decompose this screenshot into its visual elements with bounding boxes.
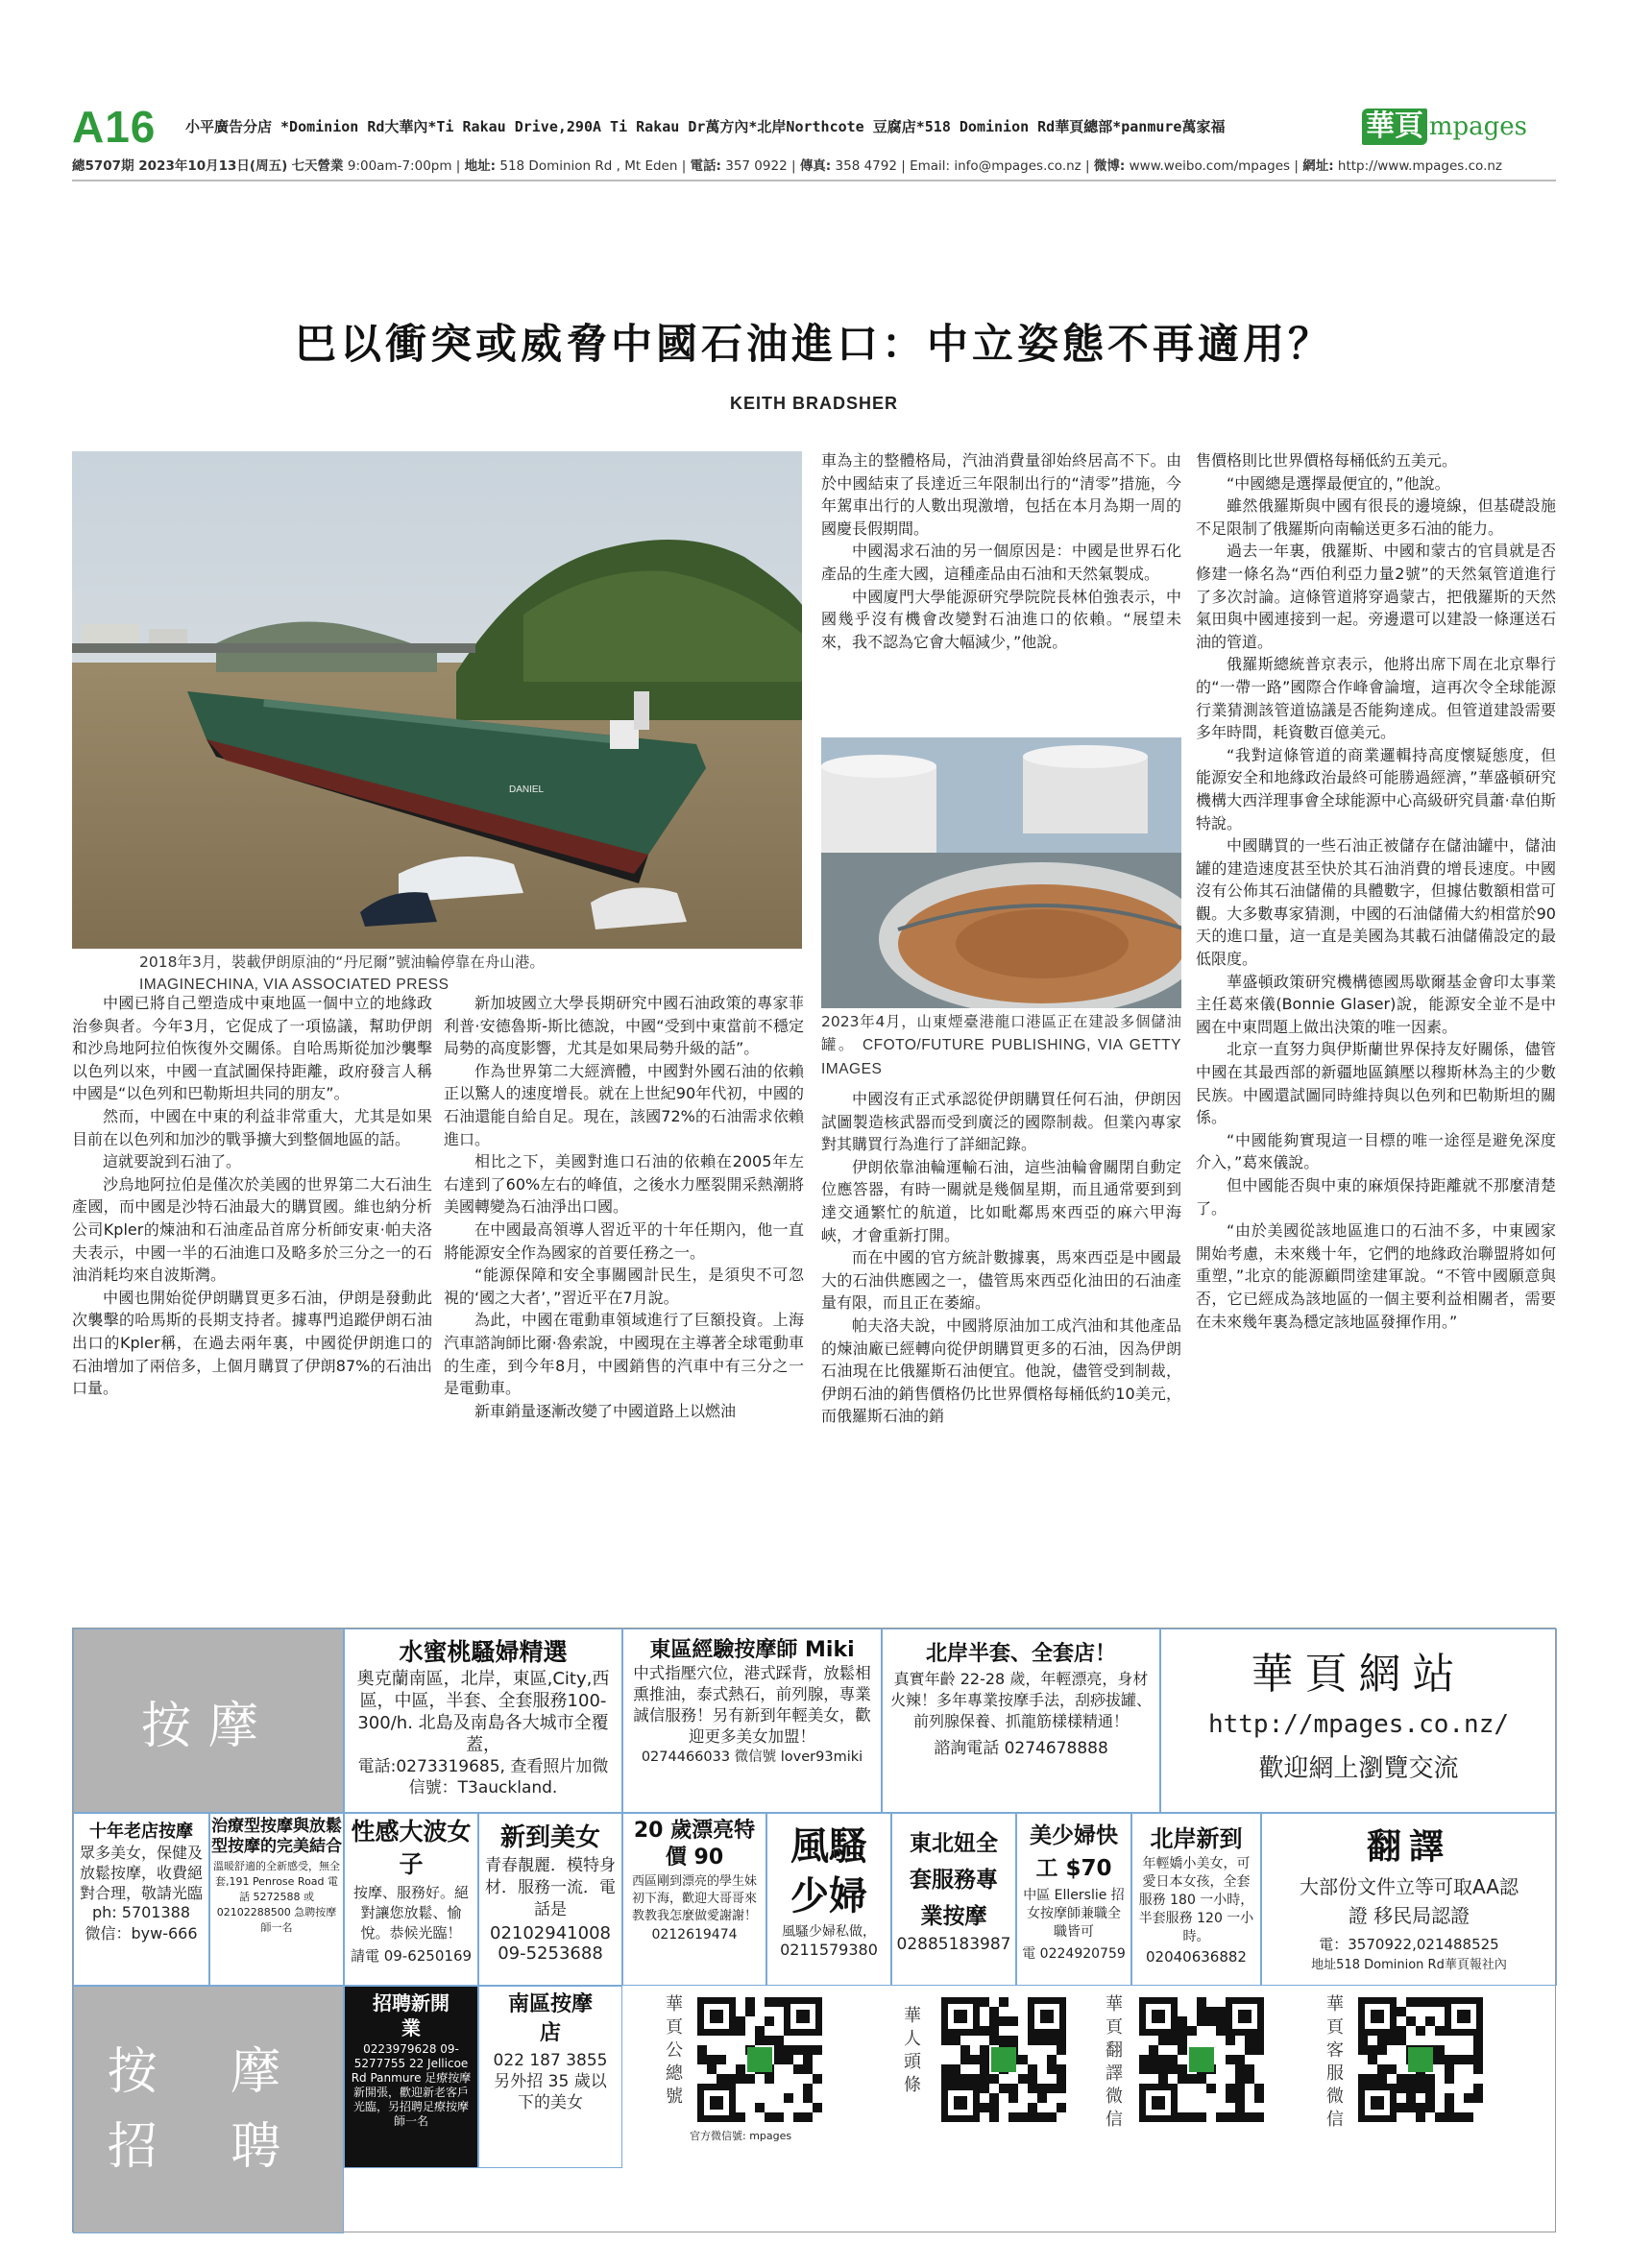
col3-paragraph: 伊朗依靠油輪運輸石油，這些油輪會關閉自動定位應答器，有時一關就是幾個星期，而且通常要到到達交通繁忙的航道，比如毗鄰馬來西亞的麻六甲海峽，才會重新打開。: [821, 1157, 1181, 1244]
web-label: 網址:: [1302, 158, 1334, 174]
ad-northshore-title: 北岸半套、全套店！: [925, 1642, 1116, 1666]
qr1-label: 華頁公總號: [666, 1994, 683, 2107]
article-column-1: [72, 992, 432, 1400]
col2-paragraph: 為此，中國在電動車領域進行了巨額投資。上海汽車諮詢師比爾·魯索說，中國現在主導著全球電動車的生產，到今年8月，中國銷售的汽車中有三分之一是電動車。: [444, 1311, 804, 1398]
branch-list: 小平廣告分店 *Dominion Rd大華內*Ti Rakau Drive,290A Ti Rakau Dr萬方內*北岸Northcote 豆腐店*518 Dominion Rd華頁總部*panmure萬家福: [185, 118, 1226, 135]
ad-miki[interactable]: [622, 1629, 882, 1813]
ad-new-beauty-phone2: 09-5253688: [498, 1943, 603, 1964]
photo2-caption: 2023年4月，山東煙臺港龍口港區正在建設多個儲油罐。: [821, 1013, 1181, 1053]
tanker-photo: [72, 451, 802, 949]
fax: 358 4792: [835, 158, 897, 174]
qr-block-1: [622, 1986, 853, 2233]
qr-code-official[interactable]: [697, 1997, 822, 2122]
article-column-3-bottom: [821, 1088, 1181, 1428]
website-tagline: 歡迎網上瀏覽交流: [1258, 1754, 1459, 1783]
ad-translation-title: 翻譯: [1366, 1827, 1451, 1867]
ad-north-new-phone: 02040636882: [1146, 1948, 1247, 1966]
ad-twenty-title: 20 歲漂亮特價 90: [633, 1819, 756, 1870]
col4-paragraph: “由於美國從該地區進口的石油不多，中東國家開始考慮，未來幾十年，它們的地緣政治聯盟將如何重塑，”北京的能源顧問塗建軍說。“不管中國願意與否，它已經成為該地區的一個主要利益相關者，需要在未來幾年裏為穩定該地區發揮作用。”: [1196, 1221, 1556, 1331]
mpages-logo[interactable]: [1362, 109, 1527, 145]
qr-block-2: [853, 1986, 1083, 2233]
ad-sexy-phone: 請電 09-6250169: [350, 1947, 473, 1965]
col4-paragraph: “中國能夠實現這一目標的唯一途徑是避免深度介入，”葛來儀說。: [1196, 1130, 1556, 1172]
page-header: [72, 101, 1556, 185]
address-label: 地址:: [464, 158, 497, 174]
tanks-illustration: [821, 737, 1181, 1008]
qr4-label: 華頁客服微信: [1326, 1994, 1344, 2130]
ad-peach-title: 水蜜桃騷婦精選: [399, 1638, 568, 1666]
massage-label-text: 按摩: [140, 1697, 276, 1755]
ad-mei-phone: 電 0224920759: [1022, 1946, 1126, 1962]
massage-section-label: [73, 1629, 344, 1813]
col1-paragraph: 沙烏地阿拉伯是僅次於美國的世界第二大石油生產國，而中國是沙特石油最大的購買國。維也納分析公司Kpler的煉油和石油產品首席分析師安東·帕夫洛夫表示，中國一半的石油進口及略多於三分之一的石油消耗均來自波斯灣。: [72, 1174, 432, 1285]
ad-northshore-contact: 諮詢電話 0274678888: [934, 1739, 1108, 1758]
ship-name-text: DANIEL: [509, 784, 545, 795]
ad-new-beauty-phone1: 02102941008: [490, 1923, 611, 1943]
tanker-illustration: [72, 451, 802, 949]
col2-paragraph: 新車銷量逐漸改變了中國道路上以燃油: [474, 1401, 737, 1420]
col1-paragraph: 中國已將自己塑造成中東地區一個中立的地緣政治參與者。今年3月，它促成了一項協議，幫助伊朗和沙烏地阿拉伯恢復外交關係。自哈馬斯從加沙襲擊以色列以來，中國一直試圖保持距離，政府發言人稱中國是“以色列和巴勒斯坦共同的朋友”。: [72, 994, 432, 1103]
ad-south-title: 南區按摩店: [507, 1992, 593, 2045]
qr-block-4: [1314, 1986, 1556, 2233]
ad-hire-body: 0223979628 09-5277755 22 Jellicoe Rd Panmure 足療按摩新開張，歡迎新老客戶光臨，另招聘足療按摩師一名: [351, 2042, 472, 2128]
col1-paragraph: 中國也開始從伊朗購買更多石油，伊朗是發動此次襲擊的哈馬斯的長期支持者。據專門追蹤伊朗石油出口的Kpler稱，在過去兩年裏，中國從伊朗進口的石油增加了兩倍多，上個月購買了伊朗87%的石油出口量。: [72, 1288, 432, 1398]
recruit-label-2: 招 聘: [107, 2118, 310, 2176]
byline: KEITH BRADSHER: [729, 394, 898, 413]
ad-south-body: 022 187 3855 另外招 35 歲以下的美女: [493, 2051, 608, 2112]
col4-paragraph: 中國購買的一些石油正被儲存在儲油罐中，儲油罐的建造速度甚至快於其石油消費的增長速度。中國沒有公佈其石油儲備的具體數字，但據估數額相當可觀。大多數專家猜測，中國的石油儲備大約相當於90天的進口量，這一直是美國為其載石油儲備設定的最低限度。: [1196, 836, 1556, 969]
article-column-4: [1196, 449, 1556, 1333]
ad-new-beauty-body: 青春靚麗．模特身材．服務一流．電話是: [485, 1856, 616, 1919]
ad-peach[interactable]: [344, 1629, 622, 1813]
ad-sao-title: 風騷少婦: [790, 1824, 867, 1918]
logo-mark: 華頁: [1362, 109, 1427, 145]
col2-paragraph: 在中國最高領導人習近平的十年任期內，他一直將能源安全作為國家的首要任務之一。: [444, 1219, 804, 1262]
ad-old-shop[interactable]: [73, 1813, 209, 1986]
phone: 357 0922: [725, 158, 788, 174]
ad-hire-title: 招聘新開業: [373, 1991, 450, 2039]
page-number: A16: [72, 102, 157, 152]
col3-paragraph: 車為主的整體格局，汽油消費量卻始終居高不下。由於中國結束了長達近三年限制出行的“清零”措施，今年駕車出行的人數出現激增，包括在本月為期一周的國慶長假期間。: [821, 451, 1181, 538]
ad-new-beauty-title: 新到美女: [499, 1823, 600, 1852]
col4-paragraph: 俄羅斯總統普京表示，他將出席下周在北京舉行的“一帶一路”國際合作峰會論壇，這再次令全球能源行業猜測該管道協議是否能夠達成。但管道建設需要多年時間，耗資數百億美元。: [1196, 655, 1556, 742]
weibo-link[interactable]: www.weibo.com/mpages: [1129, 158, 1291, 174]
storage-tank-photo: [821, 737, 1181, 1008]
ad-sexy[interactable]: [344, 1813, 478, 1986]
ad-old-shop-phone: ph: 5701388: [91, 1903, 191, 1921]
ad-north-new-title: 北岸新到: [1150, 1825, 1243, 1852]
phone-label: 電話:: [690, 158, 721, 174]
fax-label: 傳真:: [799, 158, 832, 174]
hours: 9:00am-7:00pm: [347, 158, 452, 174]
ad-dongbei[interactable]: [891, 1813, 1016, 1986]
col3-paragraph: 中國廈門大學能源研究學院院長林伯強表示，中國幾乎沒有機會改變對石油進口的依賴。“展望未來，我不認為它會大幅減少，”他說。: [821, 587, 1181, 651]
weibo-label: 微博:: [1093, 158, 1126, 174]
headline: 巴以衝突或威脅中國石油進口：中立姿態不再適用？: [295, 321, 1333, 369]
ad-translation[interactable]: [1261, 1813, 1557, 1986]
issue-number: 總5707期 2023年10月13日(周五): [72, 158, 288, 174]
ad-south[interactable]: [478, 1986, 622, 2168]
ad-peach-body: 奧克蘭南區，北岸，東區,City,西區，中區，半套、全套服務100-300/h. 北島及南島各大城市全覆蓋，: [356, 1669, 610, 1755]
hours-label: 七天營業: [291, 158, 344, 174]
ad-peach-contact: 電話:0273319685, 查看照片加微信號：T3auckland.: [357, 1757, 609, 1798]
article-column-2: [444, 992, 804, 1422]
photo2-caption-block: [821, 1010, 1181, 1081]
col4-paragraph: 雖然俄羅斯與中國有很長的邊境線，但基礎設施不足限制了俄羅斯向南輸送更多石油的能力。: [1196, 496, 1556, 538]
col3-paragraph: 中國沒有正式承認從伊朗購買任何石油，伊朗因試圖製造核武器而受到廣泛的國際制裁。但業內專家對其購買行為進行了詳細記錄。: [821, 1090, 1181, 1154]
ad-website[interactable]: [1160, 1629, 1557, 1813]
ad-dongbei-title: 東北妞全套服務專業按摩: [910, 1831, 998, 1929]
ad-mei-body: 中區 Ellerslie 招女按摩師兼職全職皆可: [1023, 1888, 1125, 1940]
ad-old-shop-wechat: 微信：byw-666: [85, 1924, 198, 1942]
ad-dongbei-phone: 02885183987: [896, 1935, 1011, 1954]
ad-mei[interactable]: [1016, 1813, 1131, 1986]
col3-paragraph: 中國渴求石油的另一個原因是：中國是世界石化產品的生產大國，這種產品由石油和天然氣製成。: [821, 542, 1181, 583]
col3-paragraph: 而在中國的官方統計數據裏，馬來西亞是中國最大的石油供應國之一，儘管馬來西亞化油田的石油產量有限，而且正在萎縮。: [821, 1248, 1181, 1313]
qr3-label: 華頁翻譯微信: [1106, 1994, 1123, 2130]
qr-code-translation[interactable]: [1139, 1997, 1264, 2122]
col2-paragraph: 新加坡國立大學長期研究中國石油政策的專家菲利普·安德魯斯-斯比德說，中國“受到中東當前不穩定局勢的高度影響，尤其是如果局勢升級的話”。: [444, 994, 804, 1058]
ad-sexy-body: 按摩、服務好。絕對讓您放鬆、愉悅。恭候光臨！: [352, 1884, 469, 1942]
ad-miki-title: 東區經驗按摩師 Miki: [649, 1638, 855, 1662]
classified-ads: [72, 1628, 1556, 2232]
recruit-section-label: [73, 1986, 344, 2233]
email[interactable]: Email: info@mpages.co.nz: [910, 158, 1081, 174]
col4-paragraph: 北京一直努力與伊斯蘭世界保持友好關係，儘管中國在其最西部的新疆地區鎮壓以穆斯林為主的少數民族。中國還試圖同時維持與以色列和巴勒斯坦的關係。: [1196, 1040, 1556, 1127]
qr2-label: 華人頭條: [904, 2006, 921, 2095]
ad-north-new-body: 年輕嬌小美女，可愛日本女孩，全套服務 180 一小時，半套服務 120 一小時。: [1138, 1856, 1254, 1944]
ad-mei-title: 美少婦快工 $70: [1030, 1823, 1118, 1881]
ad-therapy[interactable]: [209, 1813, 344, 1986]
col4-paragraph: 華盛頓政策研究機構德國馬歇爾基金會印太事業主任葛來儀(Bonnie Glaser)說，能源安全並不是中國在中東問題上做出決策的唯一因素。: [1196, 972, 1556, 1036]
col2-paragraph: 相比之下，美國對進口石油的依賴在2005年左右達到了60%左右的峰值，之後水力壓裂開采熱潮將美國轉變為石油淨出口國。: [444, 1152, 804, 1217]
ad-sexy-title: 性感大波女子: [351, 1818, 472, 1878]
photo1-caption: 2018年3月，裝載伊朗原油的“丹尼爾”號油輪停靠在舟山港。: [139, 953, 545, 971]
photo2-credit: CFOTO/FUTURE PUBLISHING, VIA GETTY IMAGES: [821, 1037, 1181, 1077]
ad-northshore[interactable]: [882, 1629, 1160, 1813]
header-rule: [72, 180, 1556, 181]
photo1-credit: IMAGINECHINA, VIA ASSOCIATED PRESS: [139, 977, 450, 993]
ad-miki-body: 中式指壓穴位，港式踩背，放鬆相熏推油，泰式熱石，前列腺，專業誠信服務！另有新到年輕美女，歡迎更多美女加盟！: [633, 1664, 871, 1746]
ad-twenty[interactable]: [622, 1813, 766, 1986]
col4-paragraph: “中國總是選擇最便宜的，”他說。: [1227, 473, 1450, 493]
col2-paragraph: 作為世界第二大經濟體，中國對外國石油的依賴正以驚人的速度增長。就在上世紀90年代初，中國的石油還能自給自足。現在，該國72%的石油需求依賴進口。: [444, 1061, 804, 1148]
ad-northshore-body: 真實年齡 22-28 歲，年輕漂亮，身材火辣！多年專業按摩手法，刮痧拔罐、前列腺保養、抓龍筋樣樣精通！: [890, 1670, 1153, 1730]
ad-sao-body: 風騷少婦私做，: [782, 1924, 876, 1940]
website-url[interactable]: http://mpages.co.nz/: [1207, 1710, 1510, 1739]
ad-therapy-title: 治療型按摩與放鬆型按摩的完美結合: [211, 1817, 342, 1856]
qr-block-3: [1083, 1986, 1314, 2233]
col1-paragraph: 然而，中國在中東的利益非常重大，尤其是如果目前在以色列和加沙的戰爭擴大到整個地區的話。: [72, 1106, 432, 1148]
ad-sao-phone: 0211579380: [780, 1941, 878, 1959]
col3-paragraph: 帕夫洛夫說，中國將原油加工成汽油和其他產品的煉油廠已經轉向從伊朗購買更多的石油，因為伊朗石油現在比俄羅斯石油便宜。他說，儘管受到制裁，伊朗石油的銷售價格仍比世界價格每桶低約10美元，而俄羅斯石油的銷: [821, 1315, 1181, 1426]
ad-sao[interactable]: [766, 1813, 891, 1986]
ad-twenty-body: 西區剛到漂亮的學生妹初下海，歡迎大哥哥來教教我怎麼做愛謝謝！: [631, 1874, 757, 1923]
ad-translation-phone: 電：3570922,021488525: [1319, 1936, 1499, 1953]
col1-paragraph: 這就要說到石油了。: [103, 1152, 242, 1171]
photo1-caption-block: [139, 951, 802, 997]
logo-text: mpages: [1428, 112, 1527, 141]
ad-old-shop-body: 眾多美女，保健及放鬆按摩，收費絕對合理，敬請光臨: [79, 1844, 203, 1902]
ad-translation-address: 地址518 Dominion Rd華頁報社內: [1311, 1958, 1507, 1972]
col2-paragraph: “能源保障和安全事關國計民生，是須臾不可忽視的‘國之大者’，”習近平在7月說。: [444, 1266, 804, 1307]
col4-paragraph: 過去一年裏，俄羅斯、中國和蒙古的官員就是否修建一條名為“西伯利亞力量2號”的天然氣管道進行了多次討論。這條管道將穿過蒙古，把俄羅斯的天然氣田與中國連接到一起。旁邊還可以建設一條運送石油的管道。: [1196, 542, 1556, 651]
ad-north-new[interactable]: [1131, 1813, 1261, 1986]
ad-twenty-phone: 0212619474: [651, 1927, 738, 1942]
website-title: 華頁網站: [1251, 1650, 1467, 1699]
qr-code-service[interactable]: [1358, 1997, 1483, 2122]
ad-new-beauty[interactable]: [478, 1813, 622, 1986]
qr-code-headline[interactable]: [941, 1997, 1066, 2122]
issue-info: 總5707期 2023年10月13日(周五) 七天營業 9:00am-7:00pm | 地址: 518 Dominion Rd , Mt Eden | 電話: 357 0922 | 傳真: 358 4792 | Email: info@mpages.co.nz | 微博: www.weibo.com/mpages | 網址: http://www.mpages.co.nz: [72, 158, 1503, 174]
qr1-caption: 官方微信號: mpages: [690, 2130, 792, 2142]
article-column-3-top: [821, 449, 1181, 653]
col4-paragraph: 售價格則比世界價格每桶低約五美元。: [1196, 451, 1458, 470]
ad-therapy-body: 溫暖舒適的全新感受，無全套,191 Penrose Road 電話 5272588 或 02102288500 急聘按摩師一名: [213, 1860, 340, 1934]
recruit-label-1: 按 摩: [107, 2043, 310, 2101]
address: 518 Dominion Rd , Mt Eden: [499, 158, 678, 174]
ad-miki-contact: 0274466033 微信號 lover93miki: [641, 1749, 863, 1765]
col4-paragraph: 但中國能否與中東的麻煩保持距離就不那麼清楚了。: [1196, 1176, 1556, 1218]
col4-paragraph: “我對這條管道的商業邏輯持高度懷疑態度，但能源安全和地緣政治最終可能勝過經濟，”華盛頓研究機構大西洋理事會全球能源中心高級研究員蕭·韋伯斯特說。: [1196, 745, 1556, 832]
ad-translation-body: 大部份文件立等可取AA認證 移民局認證: [1300, 1875, 1519, 1927]
ad-hire[interactable]: [344, 1986, 478, 2168]
ad-old-shop-title: 十年老店按摩: [89, 1822, 193, 1842]
website-link[interactable]: http://www.mpages.co.nz: [1337, 158, 1503, 174]
